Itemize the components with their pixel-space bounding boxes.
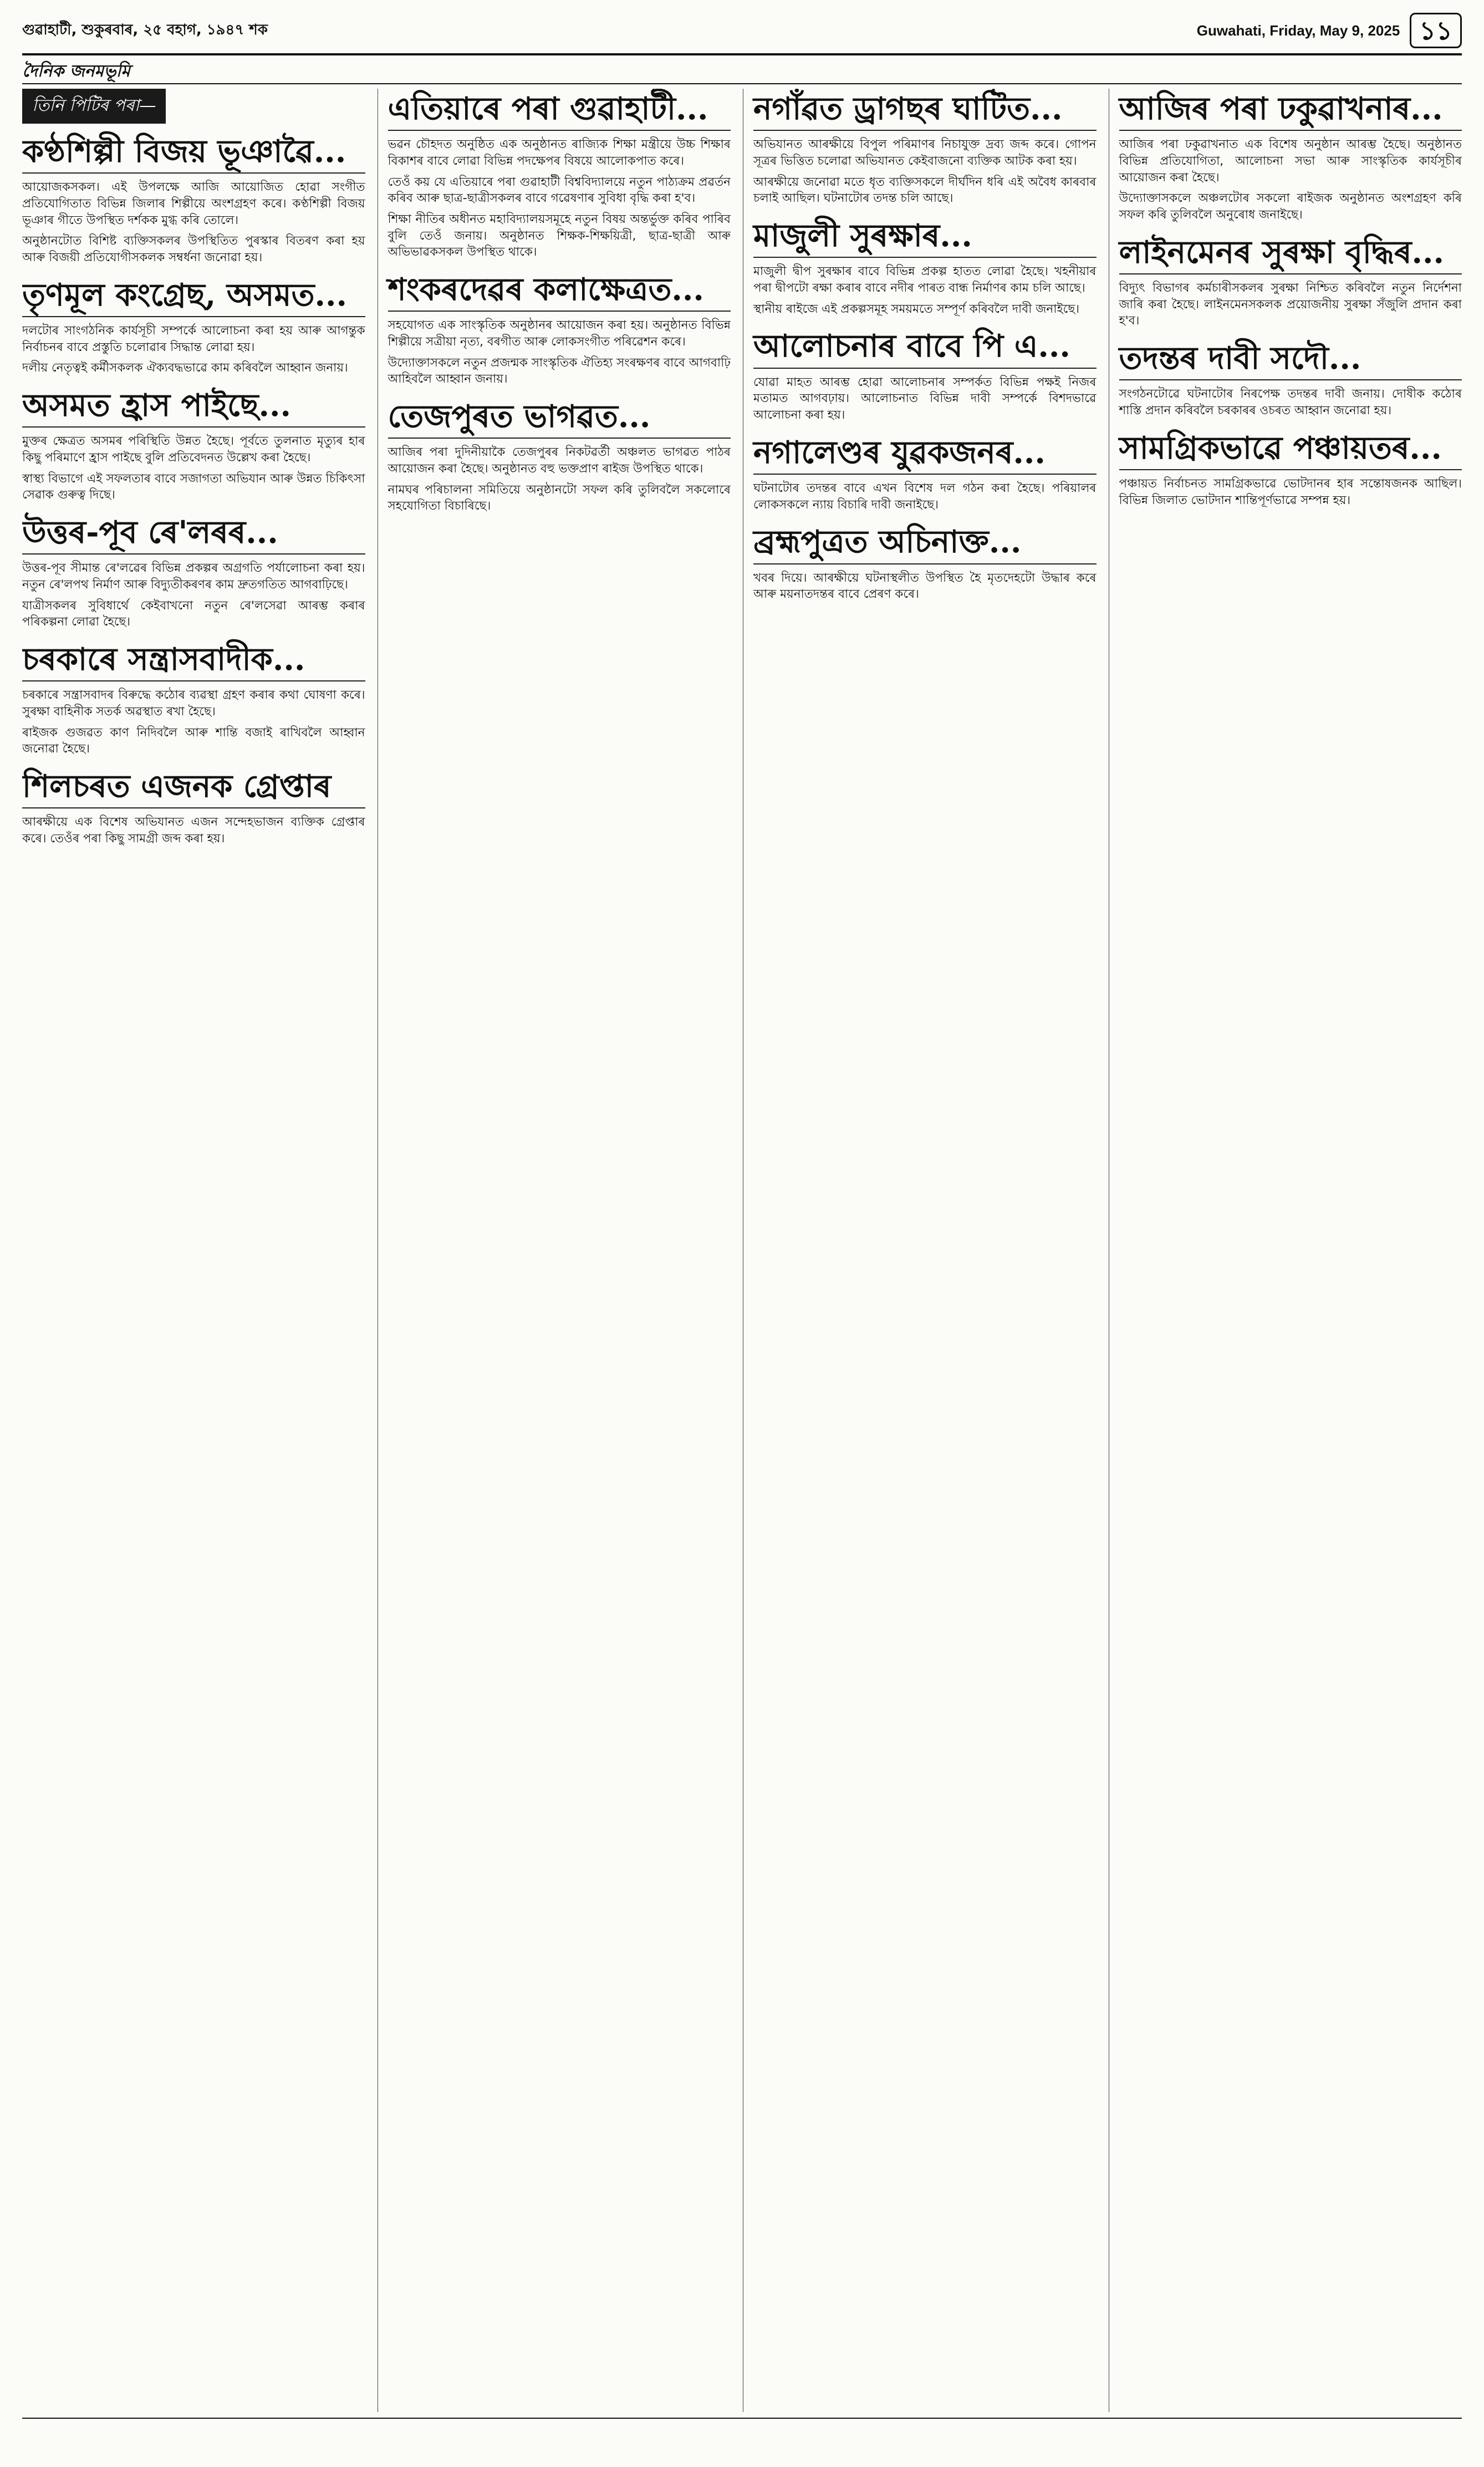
headline: তদন্তৰ দাবী সদৌ... (1119, 340, 1462, 380)
article (22, 134, 365, 266)
article-paragraph: মুক্তৰ ক্ষেত্ৰত অসমৰ পৰিস্থিতি উন্নত হৈছে। পূৰ্বতে তুলনাত মৃত্যুৰ হাৰ কিছু পৰিমাণে হ্ৰাস পাইছে বুলি প্ৰতিবেদনত উল্লেখ কৰা হৈছে। (22, 434, 365, 465)
article (753, 218, 1097, 317)
paper-rule (22, 83, 1462, 84)
headline: শিলচৰত এজনক গ্ৰেপ্তাৰ (22, 769, 365, 808)
article-paragraph: যোৱা মাহত আৰম্ভ হোৱা আলোচনাৰ সম্পৰ্কত বিভিন্ন পক্ষই নিজৰ মতামত আগবঢ়ায়। আলোচনাত বিভিন্ন দাবী সম্পৰ্কে বিশদভাৱে আলোচনা কৰা হয়। (753, 375, 1097, 423)
article-paragraph: পঞ্চায়ত নিৰ্বাচনত সামগ্ৰিকভাৱে ভোটদানৰ হাৰ সন্তোষজনক আছিল। বিভিন্ন জিলাত ভোটদান শান্তিপূৰ্ণভাৱে সম্পন্ন হয়। (1119, 477, 1462, 507)
article-paragraph: আজিৰ পৰা ঢকুৱাখনাত এক বিশেষ অনুষ্ঠান আৰম্ভ হৈছে। অনুষ্ঠানত বিভিন্ন প্ৰতিযোগিতা, আলোচনা সভা আৰু সাংস্কৃতিক কাৰ্যসূচীৰ আয়োজন কৰা হৈছে। (1119, 138, 1462, 185)
article (1119, 430, 1462, 509)
article (1119, 235, 1462, 329)
article-paragraph: নামঘৰ পৰিচালনা সমিতিয়ে অনুষ্ঠানটো সফল কৰি তুলিবলৈ সকলোৰে সহযোগিতা বিচাৰিছে। (387, 482, 731, 513)
article (753, 91, 1097, 207)
footer-rule (22, 2418, 1462, 2419)
headline: নগাঁৱত ড্ৰাগছৰ ঘাটিত... (753, 91, 1097, 131)
article-paragraph: আজিৰ পৰা দুদিনীয়াকৈ তেজপুৰৰ নিকটৱৰ্তী অঞ্চলত ভাগৱত পাঠৰ আয়োজন কৰা হৈছে। অনুষ্ঠানত বহু ভক্তপ্ৰাণ ৰাইজ উপস্থিত থাকে। (387, 445, 731, 476)
headline: তৃণমূল কংগ্ৰেছ, অসমত... (22, 277, 365, 317)
article-paragraph: সহযোগত এক সাংস্কৃতিক অনুষ্ঠানৰ আয়োজন কৰা হয়। অনুষ্ঠানত বিভিন্ন শিল্পীয়ে সত্ৰীয়া নৃত্য, বৰগীত আৰু লোকসংগীত পৰিৱেশন কৰে। (387, 318, 731, 349)
article-paragraph: অনুষ্ঠানটোত বিশিষ্ট ব্যক্তিসকলৰ উপস্থিতিত পুৰস্কাৰ বিতৰণ কৰা হয় আৰু বিজয়ী প্ৰতিযোগীসকলক সম্বৰ্ধনা জনোৱা হয়। (22, 234, 365, 265)
article-paragraph: যাত্ৰীসকলৰ সুবিধাৰ্থে কেইবাখনো নতুন ৰে'লসেৱা আৰম্ভ কৰাৰ পৰিকল্পনা লোৱা হৈছে। (22, 598, 365, 629)
article-paragraph: দলীয় নেতৃত্বই কৰ্মীসকলক ঐক্যবদ্ধভাৱে কাম কৰিবলৈ আহ্বান জনায়। (22, 361, 348, 375)
article (1119, 91, 1462, 223)
article-paragraph: উত্তৰ-পূব সীমান্ত ৰে'লৱেৰ বিভিন্ন প্ৰকল্পৰ অগ্ৰগতি পৰ্যালোচনা কৰা হয়। নতুন ৰে'লপথ নিৰ্মাণ আৰু বিদ্যুতীকৰণৰ কাম দ্ৰুতগতিত আগবাঢ়িছে। (22, 561, 365, 592)
column-1 (22, 89, 365, 2412)
column-2 (378, 89, 731, 2412)
column-4 (1109, 89, 1462, 2412)
masthead-rule (22, 53, 1462, 55)
article (22, 388, 365, 503)
column-3 (743, 89, 1097, 2412)
article-paragraph: ৰাইজক গুজৱত কাণ নিদিবলৈ আৰু শান্তি বজাই ৰাখিবলৈ আহ্বান জনোৱা হৈছে। (22, 725, 365, 756)
article-paragraph: তেওঁ কয় যে এতিয়াৰে পৰা গুৱাহাটী বিশ্ববিদ্যালয়ে নতুন পাঠ্যক্ৰম প্ৰৱৰ্তন কৰিব আৰু ছাত্ৰ-ছাত্ৰীসকলৰ বাবে গৱেষণাৰ সুবিধা বৃদ্ধি কৰা হ'ব। (387, 175, 731, 206)
article-paragraph: উদ্যোক্তাসকলে নতুন প্ৰজন্মক সাংস্কৃতিক ঐতিহ্য সংৰক্ষণৰ বাবে আগবাঢ়ি আহিবলৈ আহ্বান জনায়। (387, 355, 731, 386)
article (753, 435, 1097, 513)
article-paragraph: আৰক্ষীয়ে এক বিশেষ অভিযানত এজন সন্দেহভাজন ব্যক্তিক গ্ৰেপ্তাৰ কৰে। তেওঁৰ পৰা কিছু সামগ্ৰী জব্দ কৰা হয়। (22, 815, 365, 846)
article-paragraph: মাজুলী দ্বীপ সুৰক্ষাৰ বাবে বিভিন্ন প্ৰকল্প হাতত লোৱা হৈছে। খহনীয়াৰ পৰা দ্বীপটো ৰক্ষা কৰাৰ বাবে নদীৰ পাৰত বান্ধ নিৰ্মাণৰ কাম চলি আছে। (753, 264, 1097, 296)
article (388, 399, 731, 515)
article (22, 515, 365, 630)
headline: লাইনমেনৰ সুৰক্ষা বৃদ্ধিৰ... (1119, 235, 1462, 274)
article-paragraph: খবৰ দিয়ে। আৰক্ষীয়ে ঘটনাস্থলীত উপস্থিত হৈ মৃতদেহটো উদ্ধাৰ কৰে আৰু ময়নাতদন্তৰ বাবে প্ৰেৰণ কৰে। (753, 571, 1097, 602)
article-paragraph: দলটোৰ সাংগঠনিক কাৰ্যসূচী সম্পৰ্কে আলোচনা কৰা হয় আৰু আগন্তুক নিৰ্বাচনৰ বাবে প্ৰস্তুতি চলোৱাৰ সিদ্ধান্ত লোৱা হয়। (22, 324, 365, 354)
headline: কণ্ঠশিল্পী বিজয় ভূঞাৱৈ... (22, 134, 365, 174)
headline: মাজুলী সুৰক্ষাৰ... (753, 218, 1097, 258)
headline: আজিৰ পৰা ঢকুৱাখনাৰ... (1119, 91, 1462, 131)
paper-name: দৈনিক জনমভূমি (22, 62, 130, 81)
headline: তেজপুৰত ভাগৱত... (388, 399, 731, 439)
article-paragraph: বিদ্যুৎ বিভাগৰ কৰ্মচাৰীসকলৰ সুৰক্ষা নিশ্চিত কৰিবলৈ নতুন নিৰ্দেশনা জাৰি কৰা হৈছে। লাইনমেনসকলক প্ৰয়োজনীয় সুৰক্ষা সঁজুলি প্ৰদান কৰা হ'ব। (1119, 281, 1462, 328)
page-number: ১১ (1410, 13, 1462, 48)
headline: উত্তৰ-পূব ৰে'লৰৰ... (22, 515, 365, 555)
article (753, 524, 1097, 603)
masthead-right (1197, 13, 1462, 48)
article (22, 769, 365, 847)
section-label: তিনি পিটিৰ পৰা— (22, 89, 166, 124)
headline: চৰকাৰে সন্ত্ৰাসবাদীক... (22, 642, 365, 681)
article-paragraph: সংগঠনটোৱে ঘটনাটোৰ নিৰপেক্ষ তদন্তৰ দাবী জনায়। দোষীক কঠোৰ শাস্তি প্ৰদান কৰিবলৈ চৰকাৰৰ ওচৰত আহ্বান জনোৱা হয়। (1119, 387, 1462, 418)
article-paragraph: অভিযানত আৰক্ষীয়ে বিপুল পৰিমাণৰ নিচাযুক্ত দ্ৰব্য জব্দ কৰে। গোপন সূত্ৰৰ ভিত্তিত চলোৱা অভিযানত কেইবাজনো ব্যক্তিক আটক কৰা হয়। (753, 138, 1097, 169)
article-paragraph: আৰক্ষীয়ে জনোৱা মতে ধৃত ব্যক্তিসকলে দীৰ্ঘদিন ধৰি এই অবৈধ কাৰবাৰ চলাই আছিল। ঘটনাটোৰ তদন্ত চলি আছে। (753, 175, 1097, 206)
article (1119, 340, 1462, 419)
dateline-assamese: গুৱাহাটী, শুকুৰবাৰ, ২৫ বহাগ, ১৯৪৭ শক (22, 22, 268, 38)
masthead (22, 11, 1462, 50)
article (388, 272, 731, 388)
headline: ব্ৰহ্মপুত্ৰত অচিনাক্ত... (753, 524, 1097, 564)
article (388, 91, 731, 261)
headline: সামগ্ৰিকভাৱে পঞ্চায়তৰ... (1119, 430, 1462, 470)
headline: আলোচনাৰ বাবে পি এ... (753, 328, 1097, 368)
article-paragraph: স্থানীয় ৰাইজে এই প্ৰকল্পসমূহ সময়মতে সম্পূৰ্ণ কৰিবলৈ দাবী জনাইছে। (753, 302, 1080, 316)
article-paragraph: ঘটনাটোৰ তদন্তৰ বাবে এখন বিশেষ দল গঠন কৰা হৈছে। পৰিয়ালৰ লোকসকলে ন্যায় বিচাৰি দাবী জনাইছে। (753, 481, 1097, 512)
article-paragraph: উদ্যোক্তাসকলে অঞ্চলটোৰ সকলো ৰাইজক অনুষ্ঠানত অংশগ্ৰহণ কৰি সফল কৰি তুলিবলৈ অনুৰোধ জনাইছে। (1119, 191, 1462, 222)
article (22, 642, 365, 757)
article-paragraph: ভৱন চৌহদত অনুষ্ঠিত এক অনুষ্ঠানত ৰাজ্যিক শিক্ষা মন্ত্ৰীয়ে উচ্চ শিক্ষাৰ বিকাশৰ বাবে লোৱা বিভিন্ন পদক্ষেপৰ বিষয়ে আলোকপাত কৰে। (387, 138, 731, 169)
headline: শংকৰদেৱৰ কলাক্ষেত্ৰত... (388, 272, 731, 312)
article (753, 328, 1097, 423)
article-paragraph: শিক্ষা নীতিৰ অধীনত মহাবিদ্যালয়সমূহে নতুন বিষয় অন্তৰ্ভুক্ত কৰিব পাৰিব বুলি তেওঁ জনায়। অনুষ্ঠানত শিক্ষক-শিক্ষয়িত্ৰী, ছাত্ৰ-ছাত্ৰী আৰু অভিভাৱকসকল উপস্থিত থাকে। (387, 212, 731, 260)
article-paragraph: স্বাস্থ্য বিভাগে এই সফলতাৰ বাবে সজাগতা অভিযান আৰু উন্নত চিকিৎসা সেৱাক গুৰুত্ব দিছে। (22, 471, 365, 502)
headline: নগালেণ্ডৰ যুৱকজনৰ... (753, 435, 1097, 475)
article-paragraph: চৰকাৰে সন্ত্ৰাসবাদৰ বিৰুদ্ধে কঠোৰ ব্যৱস্থা গ্ৰহণ কৰাৰ কথা ঘোষণা কৰে। সুৰক্ষা বাহিনীক সতৰ্ক অৱস্থাত ৰখা হৈছে। (22, 688, 365, 719)
article-paragraph: আয়োজকসকল। এই উপলক্ষে আজি আয়োজিত হোৱা সংগীত প্ৰতিযোগিতাত বিভিন্ন জিলাৰ শিল্পীয়ে অংশগ্ৰহণ কৰে। কণ্ঠশিল্পী বিজয় ভূঞাৰ গীতে উপস্থিত দৰ্শকক মুগ্ধ কৰি তোলে। (22, 180, 365, 227)
headline: অসমত হ্ৰাস পাইছে... (22, 388, 365, 428)
article (22, 277, 365, 377)
page-columns (22, 89, 1462, 2412)
dateline-english: Guwahati, Friday, May 9, 2025 (1196, 22, 1400, 39)
headline: এতিয়াৰে পৰা গুৱাহাটী... (388, 91, 731, 131)
